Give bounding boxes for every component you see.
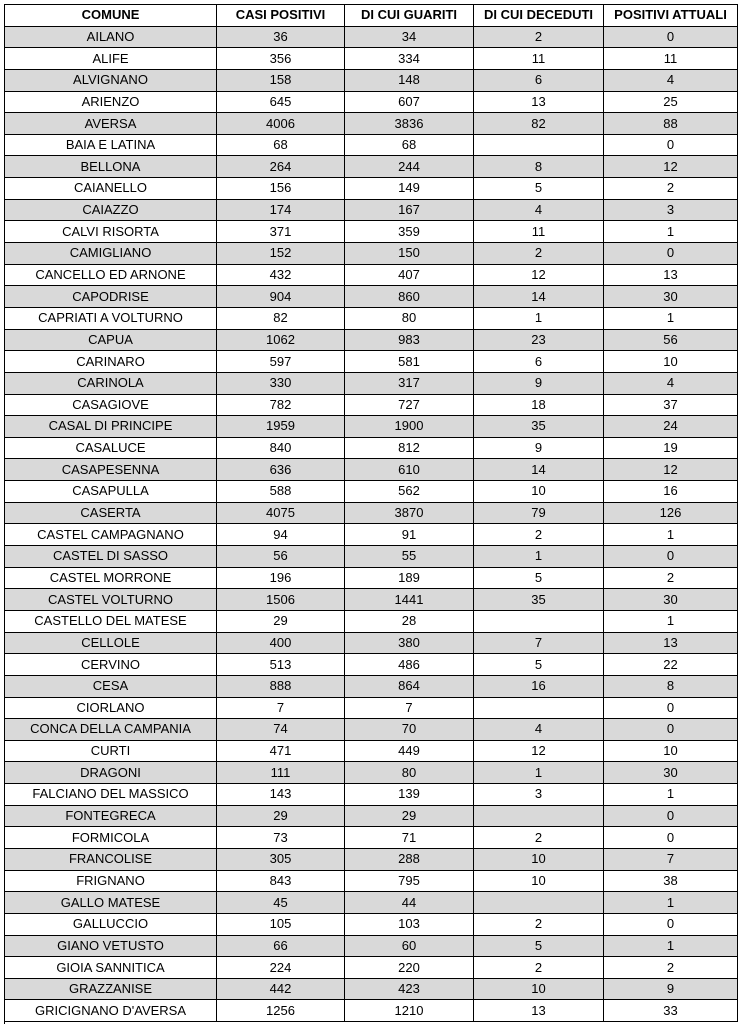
cell-comune: FRIGNANO [5, 870, 217, 892]
cell-positivi-attuali: 12 [604, 156, 738, 178]
table-row [5, 329, 738, 351]
cell-deceduti: 5 [474, 178, 604, 200]
cell-guariti: 562 [345, 481, 474, 503]
cell-deceduti [474, 134, 604, 156]
cell-positivi-attuali: 13 [604, 264, 738, 286]
table-row [5, 26, 738, 48]
table-row [5, 372, 738, 394]
cell-casi-positivi: 471 [217, 740, 345, 762]
covid-cases-table [4, 4, 738, 1022]
cell-guariti: 1900 [345, 416, 474, 438]
table-row [5, 134, 738, 156]
cell-guariti: 727 [345, 394, 474, 416]
cell-casi-positivi: 196 [217, 567, 345, 589]
cell-comune: CASTEL CAMPAGNANO [5, 524, 217, 546]
cell-comune: ARIENZO [5, 91, 217, 113]
cell-casi-positivi: 36 [217, 26, 345, 48]
cell-casi-positivi: 782 [217, 394, 345, 416]
cell-deceduti: 82 [474, 113, 604, 135]
cell-casi-positivi: 82 [217, 307, 345, 329]
cell-positivi-attuali: 30 [604, 589, 738, 611]
cell-guariti: 80 [345, 307, 474, 329]
cell-comune: CASAPULLA [5, 481, 217, 503]
table-row [5, 524, 738, 546]
cell-guariti: 7 [345, 697, 474, 719]
header-positivi-attuali: POSITIVI ATTUALI [604, 5, 738, 27]
cell-deceduti: 4 [474, 199, 604, 221]
table-row [5, 697, 738, 719]
cell-casi-positivi: 904 [217, 286, 345, 308]
cell-comune: CAPODRISE [5, 286, 217, 308]
cell-comune: ALVIGNANO [5, 69, 217, 91]
cell-positivi-attuali: 56 [604, 329, 738, 351]
cell-comune: CAMIGLIANO [5, 243, 217, 265]
cell-deceduti: 4 [474, 719, 604, 741]
table-body [5, 26, 738, 1021]
cell-comune: CIORLANO [5, 697, 217, 719]
cell-casi-positivi: 94 [217, 524, 345, 546]
cell-guariti: 150 [345, 243, 474, 265]
table-header-row [5, 5, 738, 27]
cell-casi-positivi: 356 [217, 48, 345, 70]
cell-deceduti: 10 [474, 481, 604, 503]
cell-comune: CASERTA [5, 502, 217, 524]
cell-positivi-attuali: 0 [604, 26, 738, 48]
cell-comune: CASTEL MORRONE [5, 567, 217, 589]
table-row [5, 784, 738, 806]
cell-comune: BELLONA [5, 156, 217, 178]
cell-guariti: 189 [345, 567, 474, 589]
cell-comune: CALVI RISORTA [5, 221, 217, 243]
cell-positivi-attuali: 19 [604, 437, 738, 459]
cell-guariti: 149 [345, 178, 474, 200]
cell-deceduti: 11 [474, 221, 604, 243]
table-row [5, 546, 738, 568]
cell-casi-positivi: 158 [217, 69, 345, 91]
cell-guariti: 812 [345, 437, 474, 459]
cell-deceduti: 23 [474, 329, 604, 351]
cell-deceduti: 1 [474, 762, 604, 784]
cell-deceduti: 9 [474, 372, 604, 394]
cell-positivi-attuali: 4 [604, 372, 738, 394]
cell-casi-positivi: 174 [217, 199, 345, 221]
cell-positivi-attuali: 1 [604, 610, 738, 632]
header-casi-positivi: CASI POSITIVI [217, 5, 345, 27]
cell-guariti: 486 [345, 654, 474, 676]
cell-positivi-attuali: 1 [604, 221, 738, 243]
cell-comune: FONTEGRECA [5, 805, 217, 827]
cell-casi-positivi: 111 [217, 762, 345, 784]
table-row [5, 307, 738, 329]
cell-guariti: 423 [345, 978, 474, 1000]
cell-positivi-attuali: 0 [604, 697, 738, 719]
cell-positivi-attuali: 12 [604, 459, 738, 481]
cell-deceduti: 2 [474, 243, 604, 265]
table-row [5, 91, 738, 113]
header-di-cui-guariti: DI CUI GUARITI [345, 5, 474, 27]
cell-positivi-attuali: 0 [604, 719, 738, 741]
cell-guariti: 288 [345, 848, 474, 870]
cell-positivi-attuali: 24 [604, 416, 738, 438]
cell-positivi-attuali: 1 [604, 784, 738, 806]
cell-guariti: 334 [345, 48, 474, 70]
table-row [5, 762, 738, 784]
cell-guariti: 795 [345, 870, 474, 892]
cell-positivi-attuali: 88 [604, 113, 738, 135]
cell-guariti: 380 [345, 632, 474, 654]
cell-comune: FORMICOLA [5, 827, 217, 849]
table-row [5, 913, 738, 935]
cell-guariti: 983 [345, 329, 474, 351]
cell-casi-positivi: 29 [217, 805, 345, 827]
table-row [5, 957, 738, 979]
cell-positivi-attuali: 0 [604, 827, 738, 849]
cell-deceduti: 16 [474, 675, 604, 697]
cell-casi-positivi: 843 [217, 870, 345, 892]
cell-guariti: 1441 [345, 589, 474, 611]
cell-deceduti: 11 [474, 48, 604, 70]
cell-deceduti [474, 805, 604, 827]
table-row [5, 654, 738, 676]
cell-casi-positivi: 73 [217, 827, 345, 849]
cell-casi-positivi: 305 [217, 848, 345, 870]
cell-guariti: 103 [345, 913, 474, 935]
cell-casi-positivi: 1062 [217, 329, 345, 351]
table-row [5, 286, 738, 308]
cell-casi-positivi: 105 [217, 913, 345, 935]
table-row [5, 416, 738, 438]
cell-guariti: 139 [345, 784, 474, 806]
cell-casi-positivi: 330 [217, 372, 345, 394]
table-row [5, 459, 738, 481]
cell-positivi-attuali: 0 [604, 243, 738, 265]
cell-guariti: 44 [345, 892, 474, 914]
cell-casi-positivi: 156 [217, 178, 345, 200]
cell-guariti: 60 [345, 935, 474, 957]
table-row [5, 567, 738, 589]
table-row [5, 892, 738, 914]
cell-comune: GRICIGNANO D'AVERSA [5, 1000, 217, 1022]
table-row [5, 69, 738, 91]
cell-casi-positivi: 888 [217, 675, 345, 697]
cell-deceduti: 1 [474, 546, 604, 568]
cell-deceduti: 2 [474, 827, 604, 849]
cell-deceduti: 2 [474, 26, 604, 48]
table-row [5, 870, 738, 892]
cell-comune: CASTELLO DEL MATESE [5, 610, 217, 632]
cell-casi-positivi: 1506 [217, 589, 345, 611]
table-row [5, 740, 738, 762]
cell-casi-positivi: 4075 [217, 502, 345, 524]
cell-casi-positivi: 74 [217, 719, 345, 741]
cell-deceduti: 2 [474, 524, 604, 546]
cell-positivi-attuali: 10 [604, 740, 738, 762]
cell-deceduti: 5 [474, 935, 604, 957]
cell-comune: CASTEL DI SASSO [5, 546, 217, 568]
cell-guariti: 167 [345, 199, 474, 221]
cell-comune: CAPUA [5, 329, 217, 351]
cell-guariti: 317 [345, 372, 474, 394]
cell-comune: CARINARO [5, 351, 217, 373]
cell-casi-positivi: 513 [217, 654, 345, 676]
header-di-cui-deceduti: DI CUI DECEDUTI [474, 5, 604, 27]
cell-positivi-attuali: 7 [604, 848, 738, 870]
cell-deceduti: 2 [474, 913, 604, 935]
cell-comune: CASAL DI PRINCIPE [5, 416, 217, 438]
cell-deceduti: 7 [474, 632, 604, 654]
cell-guariti: 220 [345, 957, 474, 979]
cell-guariti: 860 [345, 286, 474, 308]
cell-guariti: 80 [345, 762, 474, 784]
cell-positivi-attuali: 126 [604, 502, 738, 524]
cell-comune: ALIFE [5, 48, 217, 70]
cell-comune: GIANO VETUSTO [5, 935, 217, 957]
cell-positivi-attuali: 2 [604, 178, 738, 200]
cell-deceduti: 9 [474, 437, 604, 459]
cell-casi-positivi: 645 [217, 91, 345, 113]
cell-deceduti: 13 [474, 91, 604, 113]
cell-positivi-attuali: 22 [604, 654, 738, 676]
cell-casi-positivi: 400 [217, 632, 345, 654]
table-row [5, 848, 738, 870]
cell-deceduti: 3 [474, 784, 604, 806]
table-row [5, 394, 738, 416]
table-row [5, 978, 738, 1000]
cell-guariti: 68 [345, 134, 474, 156]
cell-casi-positivi: 29 [217, 610, 345, 632]
cell-positivi-attuali: 10 [604, 351, 738, 373]
cell-positivi-attuali: 38 [604, 870, 738, 892]
cell-positivi-attuali: 2 [604, 957, 738, 979]
cell-comune: FALCIANO DEL MASSICO [5, 784, 217, 806]
cell-casi-positivi: 588 [217, 481, 345, 503]
cell-deceduti: 6 [474, 69, 604, 91]
cell-comune: CAIAZZO [5, 199, 217, 221]
table-row-cut-off [4, 1016, 738, 1024]
cell-casi-positivi: 1256 [217, 1000, 345, 1022]
cell-positivi-attuali: 37 [604, 394, 738, 416]
cell-deceduti: 5 [474, 567, 604, 589]
table-row [5, 719, 738, 741]
cell-guariti: 449 [345, 740, 474, 762]
cell-guariti: 28 [345, 610, 474, 632]
table-row [5, 264, 738, 286]
cell-positivi-attuali: 16 [604, 481, 738, 503]
table-row [5, 351, 738, 373]
cell-casi-positivi: 371 [217, 221, 345, 243]
cell-positivi-attuali: 0 [604, 134, 738, 156]
cell-guariti: 864 [345, 675, 474, 697]
cell-positivi-attuali: 8 [604, 675, 738, 697]
cell-guariti: 244 [345, 156, 474, 178]
cell-casi-positivi: 143 [217, 784, 345, 806]
cell-comune: CERVINO [5, 654, 217, 676]
table-row [5, 48, 738, 70]
table-row [5, 610, 738, 632]
table-row [5, 805, 738, 827]
cell-deceduti [474, 697, 604, 719]
cell-deceduti: 13 [474, 1000, 604, 1022]
cell-positivi-attuali: 11 [604, 48, 738, 70]
cell-guariti: 607 [345, 91, 474, 113]
cell-positivi-attuali: 2 [604, 567, 738, 589]
cell-positivi-attuali: 30 [604, 762, 738, 784]
table-row [5, 935, 738, 957]
cell-comune: CANCELLO ED ARNONE [5, 264, 217, 286]
table-row [5, 156, 738, 178]
cell-deceduti: 14 [474, 459, 604, 481]
cell-deceduti: 35 [474, 416, 604, 438]
cell-positivi-attuali: 33 [604, 1000, 738, 1022]
cell-casi-positivi: 840 [217, 437, 345, 459]
cell-guariti: 148 [345, 69, 474, 91]
cell-comune: CONCA DELLA CAMPANIA [5, 719, 217, 741]
cell-comune: AVERSA [5, 113, 217, 135]
cell-guariti: 91 [345, 524, 474, 546]
cell-guariti: 3836 [345, 113, 474, 135]
cell-deceduti: 5 [474, 654, 604, 676]
cell-deceduti: 12 [474, 264, 604, 286]
cell-comune: BAIA E LATINA [5, 134, 217, 156]
cell-guariti: 55 [345, 546, 474, 568]
cell-comune: CURTI [5, 740, 217, 762]
cell-positivi-attuali: 25 [604, 91, 738, 113]
cell-casi-positivi: 66 [217, 935, 345, 957]
table-row [5, 632, 738, 654]
table-row [5, 243, 738, 265]
cell-deceduti: 10 [474, 848, 604, 870]
cell-comune: GALLUCCIO [5, 913, 217, 935]
cell-guariti: 29 [345, 805, 474, 827]
cell-casi-positivi: 7 [217, 697, 345, 719]
cell-deceduti [474, 610, 604, 632]
cell-positivi-attuali: 30 [604, 286, 738, 308]
cell-casi-positivi: 45 [217, 892, 345, 914]
cell-comune: CASAGIOVE [5, 394, 217, 416]
cell-casi-positivi: 442 [217, 978, 345, 1000]
cell-guariti: 71 [345, 827, 474, 849]
cell-positivi-attuali: 0 [604, 805, 738, 827]
cell-casi-positivi: 264 [217, 156, 345, 178]
table-row [5, 437, 738, 459]
cell-comune: CESA [5, 675, 217, 697]
table-row [5, 481, 738, 503]
table-row [5, 113, 738, 135]
cell-guariti: 407 [345, 264, 474, 286]
cell-positivi-attuali: 1 [604, 524, 738, 546]
cell-casi-positivi: 432 [217, 264, 345, 286]
cell-comune: GALLO MATESE [5, 892, 217, 914]
cell-comune: DRAGONI [5, 762, 217, 784]
cell-comune: GIOIA SANNITICA [5, 957, 217, 979]
cell-guariti: 581 [345, 351, 474, 373]
cell-guariti: 34 [345, 26, 474, 48]
cell-positivi-attuali: 1 [604, 935, 738, 957]
cell-deceduti: 35 [474, 589, 604, 611]
cell-comune: GRAZZANISE [5, 978, 217, 1000]
cell-positivi-attuali: 3 [604, 199, 738, 221]
cell-positivi-attuali: 13 [604, 632, 738, 654]
cell-casi-positivi: 1959 [217, 416, 345, 438]
cell-deceduti: 12 [474, 740, 604, 762]
cell-deceduti: 10 [474, 870, 604, 892]
cell-casi-positivi: 4006 [217, 113, 345, 135]
cell-positivi-attuali: 0 [604, 913, 738, 935]
cell-positivi-attuali: 9 [604, 978, 738, 1000]
table-row [5, 675, 738, 697]
cell-comune: CAPRIATI A VOLTURNO [5, 307, 217, 329]
cell-deceduti: 14 [474, 286, 604, 308]
cell-comune: CASAPESENNA [5, 459, 217, 481]
cell-guariti: 610 [345, 459, 474, 481]
cell-casi-positivi: 636 [217, 459, 345, 481]
cell-deceduti: 79 [474, 502, 604, 524]
header-comune: COMUNE [5, 5, 217, 27]
cell-guariti: 3870 [345, 502, 474, 524]
cell-deceduti: 2 [474, 957, 604, 979]
table-row [5, 221, 738, 243]
cell-comune: AILANO [5, 26, 217, 48]
cell-casi-positivi: 56 [217, 546, 345, 568]
cell-comune: CASTEL VOLTURNO [5, 589, 217, 611]
cell-deceduti: 10 [474, 978, 604, 1000]
cell-comune: FRANCOLISE [5, 848, 217, 870]
cell-guariti: 359 [345, 221, 474, 243]
cell-casi-positivi: 224 [217, 957, 345, 979]
cell-casi-positivi: 152 [217, 243, 345, 265]
cell-deceduti [474, 892, 604, 914]
cell-guariti: 1210 [345, 1000, 474, 1022]
table-row [5, 502, 738, 524]
table-row [5, 589, 738, 611]
cell-casi-positivi: 597 [217, 351, 345, 373]
cell-guariti: 70 [345, 719, 474, 741]
table-row [5, 199, 738, 221]
cell-deceduti: 18 [474, 394, 604, 416]
cell-comune: CAIANELLO [5, 178, 217, 200]
cell-deceduti: 6 [474, 351, 604, 373]
cell-positivi-attuali: 1 [604, 892, 738, 914]
cell-comune: CASALUCE [5, 437, 217, 459]
cell-positivi-attuali: 4 [604, 69, 738, 91]
cell-deceduti: 8 [474, 156, 604, 178]
cell-positivi-attuali: 1 [604, 307, 738, 329]
table-row [5, 178, 738, 200]
cell-deceduti: 1 [474, 307, 604, 329]
cell-comune: CARINOLA [5, 372, 217, 394]
cell-comune: CELLOLE [5, 632, 217, 654]
table-row [5, 827, 738, 849]
cell-casi-positivi: 68 [217, 134, 345, 156]
cell-positivi-attuali: 0 [604, 546, 738, 568]
